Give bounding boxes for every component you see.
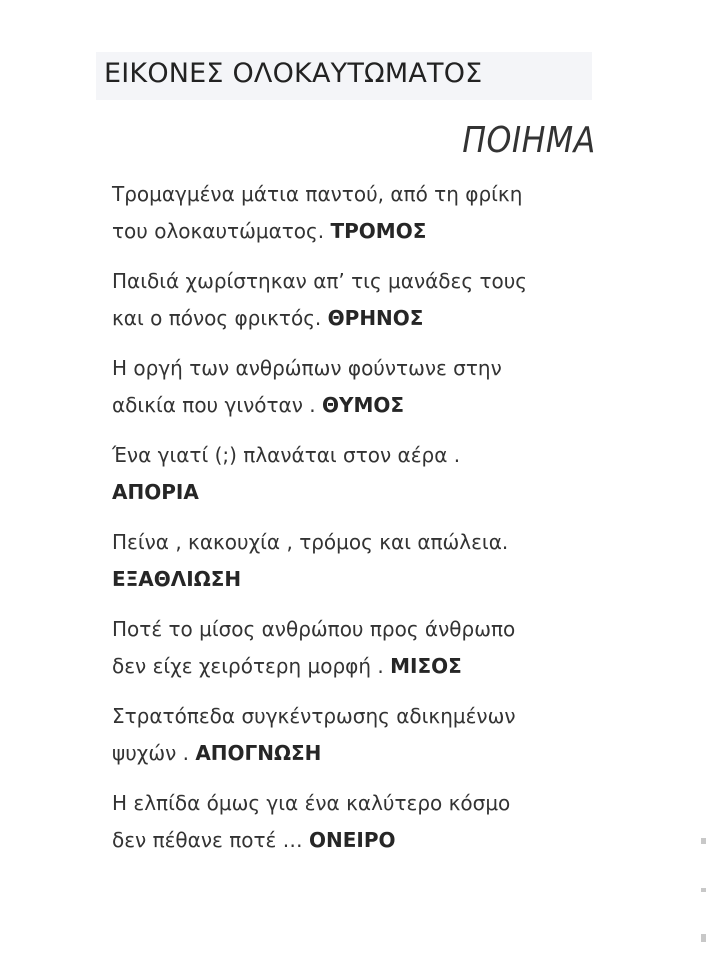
stanza-line bbox=[112, 648, 612, 685]
scan-edge-mark bbox=[701, 888, 706, 892]
stanza-text: του ολοκαυτώματος. bbox=[112, 219, 331, 243]
scan-edge-mark bbox=[701, 838, 706, 844]
stanza-keyword: ΜΙΣΟΣ bbox=[390, 654, 462, 678]
stanza-3 bbox=[112, 350, 612, 424]
document-title: ΕΙΚΟΝΕΣ ΟΛΟΚΑΥΤΩΜΑΤΟΣ bbox=[104, 58, 483, 89]
stanza-line bbox=[112, 561, 612, 598]
stanza-7 bbox=[112, 698, 612, 772]
stanza-text: ψυχών . bbox=[112, 741, 196, 765]
stanza-keyword: ΑΠΟΓΝΩΣΗ bbox=[195, 741, 322, 765]
stanza-line bbox=[112, 474, 612, 511]
stanza-line: Παιδιά χωρίστηκαν απ’ τις μανάδες τους bbox=[112, 269, 528, 293]
stanza-keyword: ΟΝΕΙΡΟ bbox=[309, 828, 396, 852]
stanza-text: δεν πέθανε ποτέ … bbox=[112, 828, 310, 852]
stanza-line: Η ελπίδα όμως για ένα καλύτερο κόσμο bbox=[112, 791, 511, 815]
stanza-line: Πείνα , κακουχία , τρόμος και απώλεια. bbox=[112, 530, 509, 554]
stanza-1 bbox=[112, 176, 612, 250]
stanza-line: Τρομαγμένα μάτια παντού, από τη φρίκη bbox=[112, 182, 523, 206]
stanza-line bbox=[112, 735, 612, 772]
stanza-5 bbox=[112, 524, 612, 598]
stanza-keyword: ΑΠΟΡΙΑ bbox=[112, 480, 199, 504]
stanza-2 bbox=[112, 263, 612, 337]
stanza-line: Στρατόπεδα συγκέντρωσης αδικημένων bbox=[112, 704, 516, 728]
stanza-line bbox=[112, 822, 612, 859]
stanza-line: Ποτέ το μίσος ανθρώπου προς άνθρωπο bbox=[112, 617, 516, 641]
stanza-line bbox=[112, 213, 612, 250]
stanza-8 bbox=[112, 785, 612, 859]
poem-body bbox=[112, 176, 612, 872]
stanza-line: Η οργή των ανθρώπων φούντωνε στην bbox=[112, 356, 502, 380]
stanza-text: αδικία που γινόταν . bbox=[112, 393, 322, 417]
stanza-text: δεν είχε χειρότερη μορφή . bbox=[112, 654, 391, 678]
stanza-4 bbox=[112, 437, 612, 511]
stanza-6 bbox=[112, 611, 612, 685]
stanza-keyword: ΘΥΜΟΣ bbox=[321, 393, 405, 417]
stanza-keyword: ΕΞΑΘΛΙΩΣΗ bbox=[112, 567, 242, 591]
stanza-line: Ένα γιατί (;) πλανάται στον αέρα . bbox=[112, 443, 461, 467]
stanza-keyword: ΘΡΗΝΟΣ bbox=[327, 306, 424, 330]
stanza-line bbox=[112, 387, 612, 424]
stanza-keyword: ΤΡΟΜΟΣ bbox=[330, 219, 427, 243]
stanza-text: και ο πόνος φρικτός. bbox=[112, 306, 328, 330]
document-subtitle: ΠΟΙΗΜΑ bbox=[462, 120, 596, 161]
scan-edge-mark bbox=[701, 934, 706, 942]
stanza-line bbox=[112, 300, 612, 337]
